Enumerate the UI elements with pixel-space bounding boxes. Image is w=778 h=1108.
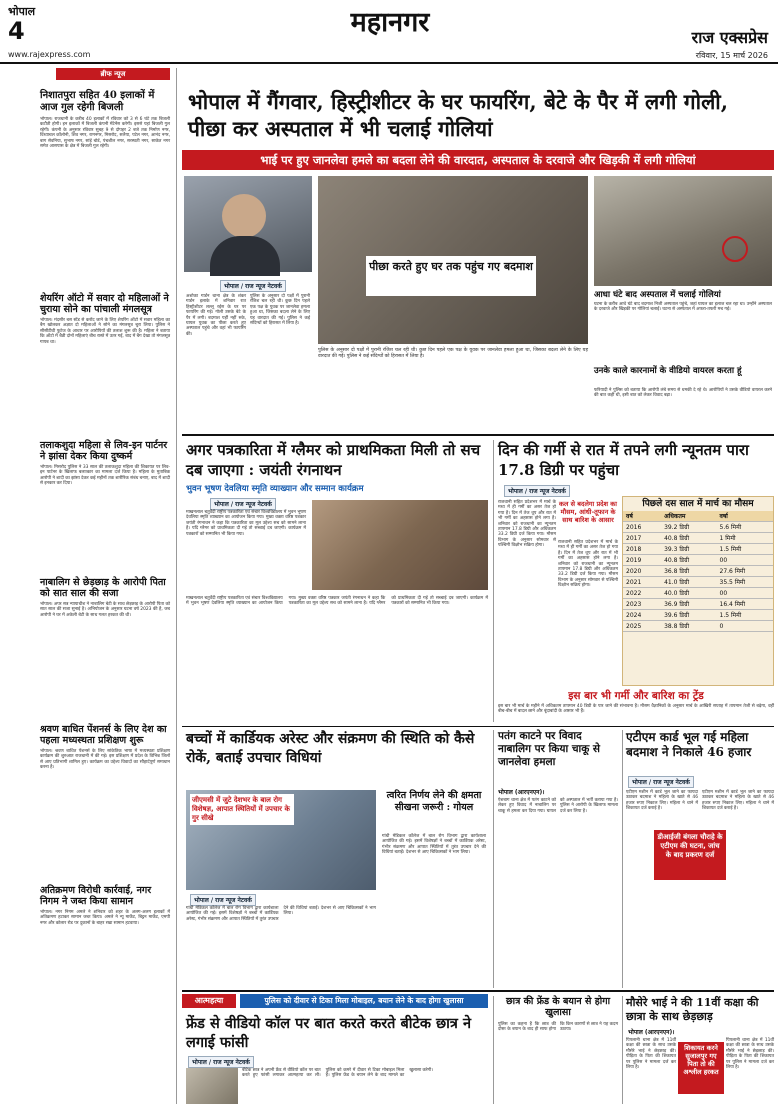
divider-3 — [493, 730, 494, 988]
story2-photo — [312, 500, 488, 590]
header-rule — [0, 62, 778, 64]
th-year: वर्ष — [623, 511, 661, 522]
weather-row — [623, 577, 773, 588]
story5-byline: भोपाल (आरएनएन)। — [498, 789, 545, 796]
weather-cell: 2019 — [623, 555, 661, 566]
weather-cell: 39.2 डिग्री — [661, 522, 716, 533]
page-number: 4 — [8, 17, 25, 45]
weather-table — [623, 511, 773, 632]
brief-body-1: भोपाल। राजधानी के करीब 40 इलाकों में रविवार को 3 से 6 घंटे तक बिजली कटौती होगी। इन इलाकों में बिजली कंपनी मेंटेनेंस करेगी। इससे यहां बिजली गुल रहेगी। कंपनी के अनुसार रविवार सुबह 9 से दोपहर 2 बजे तक निर्माण नगर, विंध्याचल कॉलोनी, शिव नगर, रामनगर, मिसरोद, सलैया, पटेल नगर, आनंद नगर, बाग सेवनिया, सुभाष नगर, सांई बोर्ड, पंचशील नगर, सरस्वती नगर, साकेत नगर समेत आसपास के क्षेत्र में बिजली गुल रहेगी। — [40, 117, 172, 150]
lead-deck: भाई पर हुए जानलेवा हमले का बदला लेने की वारदात, अस्पताल के दरवाजे और खिड़की में लगी गोलियां — [182, 150, 774, 170]
weather-cell: 2016 — [623, 522, 661, 533]
weather-cell: 36.9 डिग्री — [661, 599, 716, 610]
weather-cell: 0 — [717, 621, 774, 632]
lead-sub2-head: उनके काले कारनामों के वीडियो वायरल करता हूं — [594, 366, 742, 376]
brief-headline-3: तलाकशुदा महिला से लिव-इन पार्टनर ने झांसा देकर किया दुष्कर्म — [40, 440, 168, 462]
brief-headline-2: शेयरिंग ऑटो में सवार दो महिलाओं ने चुराया सोने का पांचाली मंगलसूत्र — [40, 293, 169, 315]
weather-cell: 2024 — [623, 610, 661, 621]
story4-photo — [186, 790, 376, 890]
weather-cell: 2018 — [623, 544, 661, 555]
weather-cell: 2025 — [623, 621, 661, 632]
weather-cell: 2023 — [623, 599, 661, 610]
weather-cell: 2017 — [623, 533, 661, 544]
brief-body-3: भोपाल। मिसरोद पुलिस ने 33 साल की तलाकशुदा महिला की शिकायत पर लिव-इन पार्टनर के खिलाफ बलात्कार का मामला दर्ज किया है। महिला के मुताबिक आरोपी ने शादी का झांसा देकर कई महीनों तक शारीरिक संबंध बनाए, बाद में शादी से इनकार कर दिया। — [40, 465, 172, 487]
weather-cell: 16.4 मिमी — [717, 599, 774, 610]
header-left — [8, 4, 118, 43]
story8-headline: मौसेरे भाई ने की 11वीं कक्षा की छात्रा के साथ छेड़छाड़ — [626, 996, 759, 1023]
story3-headline: दिन की गर्मी से रात में तपने लगी न्यूनतम पारा 17.8 डिग्री पर पहुंचा — [498, 441, 749, 479]
weather-cell: 40.0 डिग्री — [661, 588, 716, 599]
section-rule-2 — [182, 726, 774, 727]
story3-body-col2: राजधानी सहित प्रदेशभर में मार्च के मध्य में ही गर्मी का असर तेज हो गया है। दिन में तेज धूप और रात में भी गर्मी का अहसास होने लगा है। शनिवार को राजधानी का न्यूनतम तापमान 17.8 डिग्री और अधिकतम 33.2 डिग्री दर्ज किया गया। मौसम विभाग के अनुसार सोमवार से पश्चिमी विक्षोभ सक्रिय होगा। — [558, 540, 620, 589]
lead-photo-portrait — [184, 176, 312, 272]
weather-cell: 5.6 मिमी — [717, 522, 774, 533]
brief-column — [40, 84, 170, 1104]
story8-byline: भोपाल (आरएनएन)। — [628, 1029, 675, 1036]
story7-photo — [186, 1068, 238, 1104]
story8-body-col2: पिपलानी थाना क्षेत्र में 11वीं कक्षा की छात्रा के साथ उसके मौसेरे भाई ने छेड़छाड़ की। पीड़िता के पिता की शिकायत पर पुलिस ने मामला दर्ज कर लिया है। — [726, 1038, 776, 1071]
brief-headline-1: निशातपुरा सहित 40 इलाकों में आज गुल रहेगी बिजली — [40, 90, 155, 113]
lead-photo-caption: पीछा करते हुए घर तक पहुंच गए बदमाश — [366, 256, 536, 296]
section-rule-1 — [182, 434, 774, 436]
brief-body-4: भोपाल। अपर सत्र न्यायाधीश ने नाबालिग बेटी के साथ छेड़छाड़ के आरोपी पिता को सात साल की सजा सुनाई है। अभियोजन के अनुसार घटना वर्ष 2023 की है, जब आरोपी ने घर में अकेली बेटी के साथ गलत हरकत की थी। — [40, 602, 172, 618]
portrait-face — [222, 194, 266, 238]
section-rule-3 — [182, 990, 774, 992]
th-rain: वर्षा — [717, 511, 774, 522]
dateline: रविवार, 15 मार्च 2026 — [695, 51, 768, 60]
brief-body-6: भोपाल। नगर निगम अमले ने शनिवार को शहर के अलग-अलग इलाकों में अतिक्रमण हटाकर सामान जब्त किया। अमले ने न्यू मार्केट, बिट्टन मार्केट, एमपी नगर और कोलार रोड पर दुकानों के बाहर रखा सामान हटवाया। — [40, 910, 172, 926]
story4-headline: बच्चों में कार्डियक अरेस्ट और संक्रमण की स्थिति को कैसे रोकें, बताई उपचार विधियां — [186, 731, 475, 766]
weather-cell: 1 मिमी — [717, 533, 774, 544]
story3-sub-head: इस बार भी गर्मी और बारिश का ट्रेंड — [568, 690, 704, 702]
story2-headline: अगर पत्रकारिता में ग्लैमर को प्राथमिकता मिली तो सच दब जाएगा : जयंती रंगनाथन — [186, 441, 481, 479]
brief-tag: ब्रीफ न्यूज — [56, 68, 170, 80]
lead-body-col1: अशोका गार्डन थाना क्षेत्र के शंकर गार्डन इलाके में शनिवार रात हिस्ट्रीशीटर लल्लू रईस के घर पर फायरिंग की गई। गोली उसके बेटे के पैर में लगी। बदमाश यहीं नहीं रुके, घायल युवक का पीछा करते हुए अस्पताल पहुंचे और वहां भी फायरिंग की। — [186, 294, 248, 337]
story6-headline: एटीएम कार्ड भूल गई महिला बदमाश ने निकाले 46 हजार — [626, 730, 752, 759]
story7-side-body: पुलिस का कहना है कि छात्र की दोस्त के बयान के बाद ही साफ होगा कि किन कारणों से छात्र ने यह कदम उठाया। — [498, 1022, 620, 1033]
weather-cell: 41.0 डिग्री — [661, 577, 716, 588]
weather-row — [623, 555, 773, 566]
weather-cell: 40.8 डिग्री — [661, 533, 716, 544]
weather-cell: 2021 — [623, 577, 661, 588]
weather-cell: 38.8 डिग्री — [661, 621, 716, 632]
weather-cell: 2022 — [623, 588, 661, 599]
story2-body: माखनलाल चतुर्वेदी राष्ट्रीय पत्रकारिता एवं संचार विश्वविद्यालय में भुवन भूषण देवलिया स्मृति व्याख्यान का आयोजन किया गया। मुख्य वक्ता वरिष्ठ पत्रकार जयंती रंगनाथन ने कहा कि पत्रकारिता का मूल उद्देश्य सच को सामने लाना है। यदि ग्लैमर को प्राथमिकता दी गई तो सच्चाई दब जाएगी। कार्यक्रम में पत्रकारों को सम्मानित भी किया गया। — [186, 510, 308, 537]
website[interactable]: www.rajexpress.com — [8, 50, 91, 59]
brief-body-2: भोपाल। मंदसौर बस स्टेंड से करोंद जाने के लिए शेयरिंग ऑटो में सवार महिला का बैग खोलकर अज्ञात दो महिलाओं ने सोने का मंगलसूत्र चुरा लिया। पुलिस ने सीसीटीवी फुटेज के आधार पर आरोपियों की तलाश शुरू की है। महिला ने बताया कि ऑटो में बैठी दोनों महिलाएं बीच रास्ते में उतर गईं, बाद में बैग देखा तो मंगलसूत्र गायब था। — [40, 318, 172, 345]
weather-row — [623, 610, 773, 621]
weather-row — [623, 533, 773, 544]
weather-cell: 1.5 मिमी — [717, 544, 774, 555]
th-max: अधिकतम — [661, 511, 716, 522]
brief-headline-6: अतिक्रमण विरोधी कार्रवाई, नगर निगम ने जब्त किया सामान — [40, 885, 152, 907]
lead-sub2-body: फरियादी ने पुलिस को बताया कि आरोपी लंबे समय से धमकी दे रहे थे। आरोपियों ने उसके वीडियो वायरल करने की बात कही थी, इसी बात को लेकर विवाद बढ़ा। — [594, 388, 774, 399]
brand-name: राज एक्सप्रेस — [691, 28, 768, 47]
weather-row — [623, 522, 773, 533]
lead-headline: भोपाल में गैंगवार, हिस्ट्रीशीटर के घर फायरिंग, बेटे के पैर में लगी गोली, पीछा कर अस्पताल में भी चलाई गोलियां — [188, 89, 729, 141]
weather-cell: 27.6 मिमी — [717, 566, 774, 577]
story5-body: ऐशबाग थाना क्षेत्र में पतंग काटने को लेकर हुए विवाद में नाबालिग पर चाकू से हमला कर दिया गया। घायल को अस्पताल में भर्ती कराया गया है। पुलिस ने आरोपी के खिलाफ मामला दर्ज कर लिया है। — [498, 798, 620, 814]
story3-side-note: कल से बदलेगा प्रदेश का मौसम, आंधी-तूफान के साथ बारिश के आसार — [558, 500, 617, 524]
brief-body-5: भोपाल। श्रवण बाधित पेंशनर्स के लिए सांकेतिक भाषा में मध्यस्थता प्रशिक्षण कार्यक्रम की शुरुआत राजधानी में की गई। इस प्रशिक्षण में प्रदेश के विभिन्न जिलों से आए प्रतिभागी शामिल हुए। कार्यक्रम का उद्देश्य विवादों का सौहार्दपूर्ण समाधान करना है। — [40, 749, 172, 771]
weather-row — [623, 599, 773, 610]
weather-row — [623, 621, 773, 632]
bullet-hole-mark — [722, 236, 748, 262]
masthead: महानगर — [350, 7, 430, 38]
story3-body: राजधानी सहित प्रदेशभर में मार्च के मध्य में ही गर्मी का असर तेज हो गया है। दिन में तेज धूप और रात में भी गर्मी का अहसास होने लगा है। शनिवार को राजधानी का न्यूनतम तापमान 17.8 डिग्री और अधिकतम 33.2 डिग्री दर्ज किया गया। मौसम विभाग के अनुसार सोमवार से पश्चिमी विक्षोभ सक्रिय होगा। — [498, 500, 558, 549]
story3-byline: भोपाल / राज न्यूज नेटवर्क — [504, 485, 570, 497]
weather-cell: 2020 — [623, 566, 661, 577]
weather-cell: 36.8 डिग्री — [661, 566, 716, 577]
story7-side-head: छात्र की फ्रेंड के बयान से होगा खुलासा — [505, 996, 611, 1018]
weather-cell: 00 — [717, 555, 774, 566]
story8-box: शिकायत करने सुजालपुर गए पिता तो की अश्लील हरकत — [678, 1042, 724, 1094]
story7-body: बीटेक छात्र ने अपनी फ्रेंड से वीडियो कॉल पर बात करते हुए फांसी लगाकर आत्महत्या कर ली। पुलिस को कमरे में दीवार से टिका मोबाइल मिला है। पुलिस फ्रेंड के बयान लेने के बाद मामले का खुलासा करेगी। — [242, 1068, 433, 1079]
weather-cell: 39.3 डिग्री — [661, 544, 716, 555]
lead-sub1-body: घटना के करीब आधे घंटे बाद बदमाश निजी अस्पताल पहुंचे, जहां घायल का इलाज चल रहा था। उन्होंने अस्पताल के दरवाजे और खिड़की पर गोलियां चलाईं। घटना से अस्पताल में अफरा-तफरी मच गई। — [594, 302, 774, 313]
story6-body-col2: एटीएम मशीन में कार्ड भूल जाने का फायदा उठाकर बदमाश ने महिला के खाते से 46 हजार रुपए निकाल लिए। महिला ने थाने में शिकायत दर्ज कराई है। — [702, 790, 776, 812]
story2-deck: भुवन भूषण देवलिया स्मृति व्याख्यान और सम्मान कार्यक्रम — [186, 484, 364, 494]
story4-byline: भोपाल / राज न्यूज नेटवर्क — [190, 894, 256, 906]
divider-4 — [622, 730, 623, 988]
lead-byline: भोपाल / राज न्यूज नेटवर्क — [220, 280, 286, 292]
weather-cell: 39.6 डिग्री — [661, 610, 716, 621]
story3-sub-body: इस बार भी मार्च के महीने में अधिकतम तापमान 40 डिग्री के पार जाने की संभावना है। मौसम वैज्ञानिकों के अनुसार मार्च के आखिरी सप्ताह में तापमान तेजी से बढ़ेगा, वहीं बीच-बीच में बादल छाने और बूंदाबांदी के आसार भी हैं। — [498, 704, 776, 715]
story4-quote: त्वरित निर्णय लेने की क्षमता सीखना जरूरी : गोयल — [386, 790, 482, 813]
story7-top-line: पुलिस को दीवार से टिका मिला मोबाइल, बयान लेने के बाद होगा खुलासा — [240, 994, 488, 1008]
story7-kicker: आत्महत्या — [182, 994, 236, 1008]
weather-row — [623, 544, 773, 555]
weather-table-title: पिछले दस साल में मार्च का मौसम — [642, 499, 754, 509]
weather-cell: 1.5 मिमी — [717, 610, 774, 621]
divider-2 — [493, 440, 494, 722]
story6-body: एटीएम मशीन में कार्ड भूल जाने का फायदा उठाकर बदमाश ने महिला के खाते से 46 हजार रुपए निकाल लिए। महिला ने थाने में शिकायत दर्ज कराई है। — [626, 790, 700, 812]
story6-box: डीआईजी बंगला चौराहे के एटीएम की घटना, जांच के बाद प्रकरण दर्ज — [654, 830, 726, 880]
column-divider — [176, 68, 177, 1104]
weather-table-box — [622, 496, 774, 686]
lead-sub1-head: आधा घंटे बाद अस्पताल में चलाई गोलियां — [594, 290, 721, 300]
story7-byline: भोपाल / राज न्यूज नेटवर्क — [188, 1056, 254, 1068]
city-label: भोपाल — [8, 5, 36, 18]
lead-body-center: पुलिस के अनुसार दो पक्षों में पुरानी रंजिश चल रही थी। कुछ दिन पहले एक पक्ष के युवक पर जानलेवा हमला हुआ था, जिसका बदला लेने के लिए यह वारदात की गई। पुलिस ने कई संदिग्धों को हिरासत में लिया है। — [318, 348, 590, 359]
weather-cell: 40.8 डिग्री — [661, 555, 716, 566]
divider-6 — [622, 996, 623, 1104]
story4-body-right: गांधी मेडिकल कॉलेज में बाल रोग विभाग द्वारा कार्यशाला आयोजित की गई। इसमें विशेषज्ञों ने बच्चों में कार्डियक अरेस्ट, गंभीर संक्रमण और आपात स्थितियों में तुरंत उपचार देने की विधियां बताईं। देशभर से आए चिकित्सकों ने भाग लिया। — [382, 834, 488, 856]
weather-cell: 00 — [717, 588, 774, 599]
story8-body: पिपलानी थाना क्षेत्र में 11वीं कक्षा की छात्रा के साथ उसके मौसेरे भाई ने छेड़छाड़ की। पीड़िता के पिता की शिकायत पर पुलिस ने मामला दर्ज कर लिया है। — [626, 1038, 678, 1071]
divider-5 — [493, 996, 494, 1104]
story7-headline: फ्रेंड से वीडियो कॉल पर बात करते करते बीटेक छात्र ने लगाई फांसी — [186, 1015, 472, 1051]
weather-cell: 35.5 मिमी — [717, 577, 774, 588]
lead-body-col2: पुलिस के अनुसार दो पक्षों में पुरानी रंजिश चल रही थी। कुछ दिन पहले एक पक्ष के युवक पर जानलेवा हमला हुआ था, जिसका बदला लेने के लिए यह वारदात की गई। पुलिस ने कई संदिग्धों को हिरासत में लिया है। — [250, 294, 312, 327]
story4-body: गांधी मेडिकल कॉलेज में बाल रोग विभाग द्वारा कार्यशाला आयोजित की गई। इसमें विशेषज्ञों ने बच्चों में कार्डियक अरेस्ट, गंभीर संक्रमण और आपात स्थितियों में तुरंत उपचार देने की विधियां बताईं। देशभर से आए चिकित्सकों ने भाग लिया। — [186, 906, 378, 922]
portrait-body — [210, 236, 280, 276]
story5-headline: पतंग काटने पर विवाद नाबालिग पर किया चाकू से जानलेवा हमला — [498, 730, 601, 768]
story2-byline: भोपाल / राज न्यूज नेटवर्क — [210, 498, 276, 510]
story6-byline: भोपाल / राज न्यूज नेटवर्क — [628, 776, 694, 788]
story2-body-cont: माखनलाल चतुर्वेदी राष्ट्रीय पत्रकारिता एवं संचार विश्वविद्यालय में भुवन भूषण देवलिया स्मृति व्याख्यान का आयोजन किया गया। मुख्य वक्ता वरिष्ठ पत्रकार जयंती रंगनाथन ने कहा कि पत्रकारिता का मूल उद्देश्य सच को सामने लाना है। यदि ग्लैमर को प्राथमिकता दी गई तो सच्चाई दब जाएगी। कार्यक्रम में पत्रकारों को सम्मानित भी किया गया। — [186, 596, 490, 607]
story4-photo-caption: जीएमसी में जुटे देशभर के बाल रोग विशेषज्ञ, आपात स्थितियों में उपचार के गुर सीखे — [190, 794, 294, 825]
weather-row — [623, 566, 773, 577]
lead-photo-wall — [594, 176, 772, 286]
weather-table-body — [623, 522, 773, 632]
lead-photo-scene — [318, 176, 588, 344]
brief-headline-5: श्रवण बाधित पेंशनर्स के लिए देश का पहला मध्यस्थता प्रशिक्षण शुरू — [40, 724, 167, 746]
brief-headline-4: नाबालिग से छेड़छाड़ के आरोपी पिता को सात साल की सजा — [40, 577, 166, 599]
weather-row — [623, 588, 773, 599]
